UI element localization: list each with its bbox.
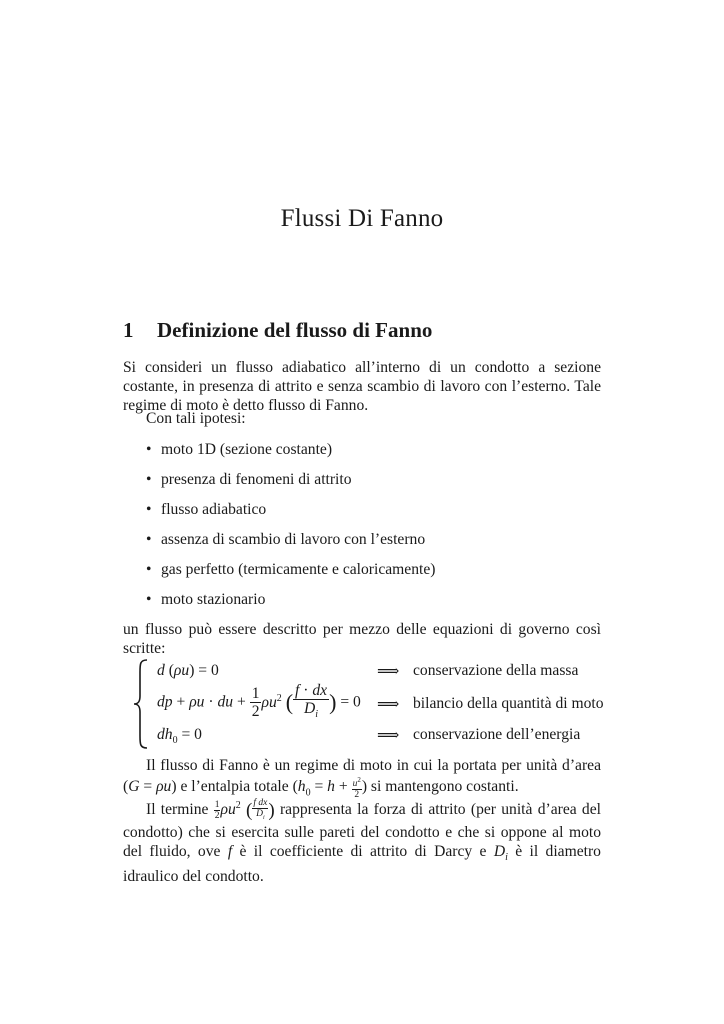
equation-momentum: dp + ρu · du + $\frac{1}{2}$ $\rho u^2$ ( $\frac{f \cdot dx}{D_i}$ ) = 0 — [157, 682, 361, 721]
implies-arrow: ⟹ — [377, 696, 400, 713]
implies-arrow: ⟹ — [377, 727, 400, 744]
hypotheses-list — [146, 440, 435, 620]
governing-equations — [133, 658, 603, 750]
hypotheses-lead: Con tali ipotesi: — [146, 410, 246, 427]
fanno-definition-paragraph: Il flusso di Fanno è un regime di moto in cui la portata per unità d’area (G = ρu) e l’entalpia totale ($h_0 = h$ + $\frac{u^2}{2}$ ) si mantengono costanti. — [123, 757, 601, 801]
equation-label-mass: conservazione della massa — [413, 662, 579, 679]
bullet-icon: • — [146, 501, 152, 518]
list-item: • moto 1D (sezione costante) — [146, 441, 333, 458]
intro-paragraph: Si consideri un flusso adiabatico all’interno di un condotto a sezione costante, in presenza di attrito e senza scambio di lavoro con l’esterno. Tale regime di moto è detto flusso di Fanno. — [123, 359, 601, 414]
bullet-icon: • — [146, 471, 152, 488]
equation-mass: d (ρu) = 0 — [157, 662, 219, 679]
bullet-icon: • — [146, 561, 152, 578]
left-brace-icon — [133, 658, 149, 750]
bullet-icon: • — [146, 591, 152, 608]
fraction-one-half: $\frac{1}{2}$ — [251, 685, 260, 721]
equation-energy: $dh_0 = 0$ — [157, 726, 202, 747]
bullet-icon: • — [146, 531, 152, 548]
implies-arrow: ⟹ — [377, 663, 400, 680]
section-number: 1 — [123, 318, 134, 342]
section-title: Definizione del flusso di Fanno — [157, 318, 433, 342]
equation-label-energy: conservazione dell’energia — [413, 726, 581, 743]
document-title: Flussi Di Fanno — [280, 205, 444, 232]
list-item: • moto stazionario — [146, 591, 266, 608]
friction-term-paragraph: Il termine $\frac{1}{2}$ $\rho u^2$ ( $\frac{\text{f dx}}{D_i}$ ) rappresenta la forza di attrito (per unità d’area del condotto) che si esercita sulle pareti del condotto e che si oppone al moto del fluido, ove f è il coefficiente di attrito di Darcy e $D_i$ è il diametro idraulico del condotto. — [123, 798, 601, 886]
bullet-icon: • — [146, 441, 152, 458]
list-item: • presenza di fenomeni di attrito — [146, 471, 352, 488]
list-item: • flusso adiabatico — [146, 501, 267, 518]
list-item: • gas perfetto (termicamente e caloricamente) — [146, 561, 436, 578]
list-item: • assenza di scambio di lavoro con l’esterno — [146, 531, 426, 548]
equation-label-momentum: bilancio della quantità di moto — [413, 695, 604, 712]
equations-lead: un flusso può essere descritto per mezzo delle equazioni di governo così scritte: — [123, 621, 601, 657]
section-heading — [123, 318, 432, 343]
